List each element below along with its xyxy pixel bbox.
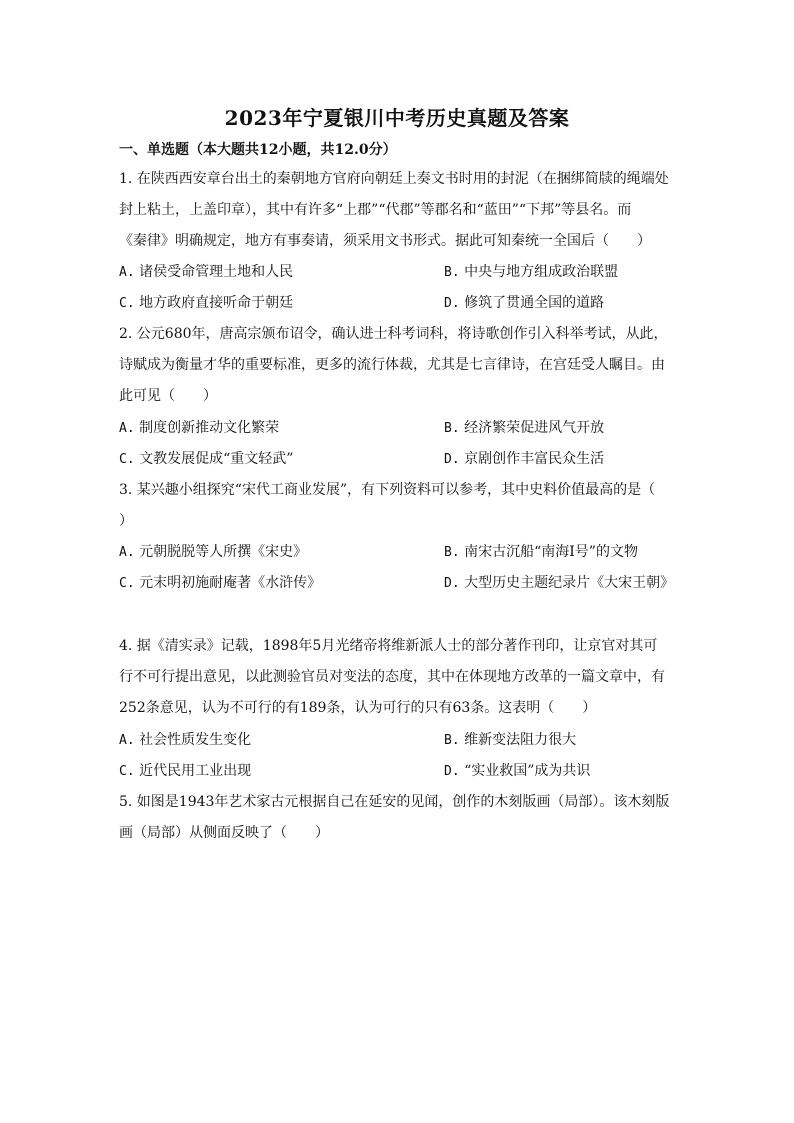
option-letter: A. [119,733,135,748]
option-text: 京剧创作丰富民众生活 [464,451,605,467]
option-text: 近代民用工业出现 [139,763,252,779]
option-letter: A. [119,421,135,436]
question-stem-line: 《秦律》明确规定，地方有事奏请，须采用文书形式。据此可知秦统一全国后（ ） [119,233,651,249]
option-text: 社会性质发生变化 [139,732,252,748]
option-text: 南宋古沉船“南海Ⅰ号”的文物 [464,544,638,560]
option-letter: B. [444,265,460,280]
option-text: 元朝脱脱等人所撰《宋史》 [139,544,308,560]
option-text: “实业救国”成为共识 [464,763,591,779]
question-stem-line: 4. 据《清实录》记载，1898年5月光绪帝将维新派人士的部分著作刊印，让京官对其可 [119,638,658,654]
question-stem-line: 画（局部）从侧面反映了（ ） [119,825,329,841]
question-stem-line: 5. 如图是1943年艺术家古元根据自己在延安的见闻，创作的木刻版画（局部）。该木刻版 [119,794,670,810]
option-letter: D. [444,452,460,467]
option-c [119,573,321,594]
question-stem-line: 252条意见，认为不可行的有189条，认为可行的只有63条。这表明（ ） [119,700,597,716]
option-b [444,730,576,751]
option-letter: A. [119,545,135,560]
option-a [119,418,279,439]
section-heading: 一、单选题（本大题共12小题，共12.0分） [119,142,397,158]
option-c [119,761,251,782]
option-b [444,542,638,563]
option-text: 修筑了贯通全国的道路 [464,295,605,311]
option-d [444,761,590,782]
option-d [444,293,604,314]
option-letter: C. [119,576,135,591]
question-stem-line: 封上粘土，上盖印章），其中有许多“上郡”“代郡”等郡名和“蓝田”“下邦”等县名。而 [119,202,632,218]
option-b [444,262,618,283]
question-stem-line: 1. 在陕西西安章台出土的秦朝地方官府向朝廷上奏文书时用的封泥（在捆绑简牍的绳端处 [119,171,669,187]
option-d [444,449,604,470]
option-letter: C. [119,452,135,467]
question-stem-line: 行不可行提出意见，以此测验官员对变法的态度，其中在体现地方改革的一篇文章中，有 [119,669,665,685]
option-text: 文教发展促成“重文轻武” [139,451,294,467]
option-letter: A. [119,265,135,280]
question-stem-line: 诗赋成为衡量才华的重要标准，更多的流行体裁，尤其是七言律诗，在宫廷受人瞩目。由 [119,357,665,373]
option-text: 诸侯受命管理土地和人民 [139,264,294,280]
question-stem-line: 此可见（ ） [119,388,217,404]
option-text: 元末明初施耐庵著《水浒传》 [139,575,322,591]
option-letter: D. [444,576,460,591]
option-a [119,262,293,283]
option-letter: D. [444,764,460,779]
option-letter: C. [119,764,135,779]
option-c [119,293,293,314]
option-letter: D. [444,296,460,311]
question-stem-line: 3. 某兴趣小组探究“宋代工商业发展”，有下列资料可以参考，其中史料价值最高的是（ [119,482,656,498]
option-d [444,573,674,594]
question-stem-line: 2. 公元680年，唐高宗颁布诏令，确认进士科考词科，将诗歌创作引入科举考试，从此， [119,326,668,342]
question-stem-line: ） [119,513,133,529]
option-text: 中央与地方组成政治联盟 [464,264,619,280]
option-b [444,418,604,439]
option-letter: B. [444,733,460,748]
option-text: 经济繁荣促进风气开放 [464,420,605,436]
option-text: 地方政府直接听命于朝廷 [139,295,294,311]
option-letter: B. [444,421,460,436]
option-text: 大型历史主题纪录片《大宋王朝》 [464,575,675,591]
page-title: 2023年宁夏银川中考历史真题及答案 [224,106,570,130]
option-letter: B. [444,545,460,560]
option-text: 维新变法阻力很大 [464,732,577,748]
option-a [119,730,251,751]
option-a [119,542,307,563]
option-text: 制度创新推动文化繁荣 [139,420,280,436]
option-c [119,449,293,470]
option-letter: C. [119,296,135,311]
